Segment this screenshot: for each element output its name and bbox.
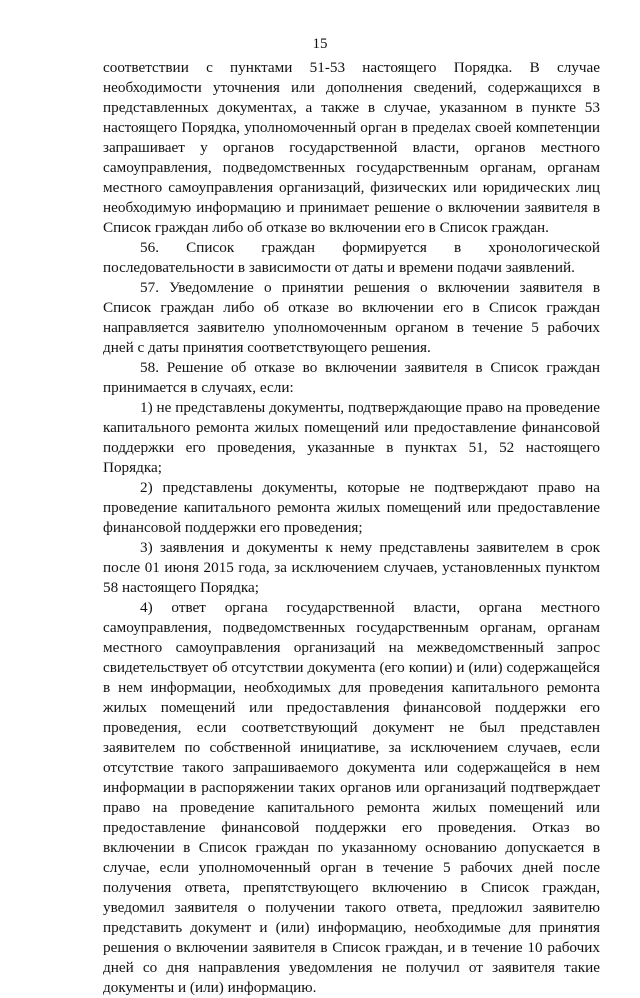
paragraph-item-58: 58. Решение об отказе во включении заявителя в Список граждан принимается в случаях, если: [103, 359, 600, 396]
subitem-2: 2) представлены документы, которые не подтверждают право на проведение капитального ремонта жилых помещений или предоставление финансовой поддержки его проведения; [103, 479, 600, 536]
document-body [103, 58, 600, 998]
subitem-4: 4) ответ органа государственной власти, органа местного самоуправления, подведомственных государственным органам, органам местного самоуправления организаций на межведомственный запрос свидетельствует об отсутствии документа (его копии) и (или) содержащейся в нем информации, необходимых для проведения капитального ремонта жилых помещений или предоставления финансовой поддержки его проведения, если соответствующий документ не был представлен заявителем по собственной инициативе, за исключением случаев, если отсутствие такого запрашиваемого документа или содержащейся в нем информации в распоряжении таких органов или организаций подтверждает право на проведение капитального ремонта жилых помещений или предоставление финансовой поддержки его проведения. Отказ во включении в Список граждан по указанному основанию допускается в случае, если уполномоченный орган в течение 5 рабочих дней после получения ответа, препятствующего включению в Список граждан, уведомил заявителя о получении такого ответа, предложил заявителю представить документ и (или) информацию, необходимые для принятия решения о включении заявителя в Список граждан, и в течение 10 рабочих дней со дня направления уведомления не получил от заявителя такие документы и (или) информацию. [103, 599, 600, 996]
subitem-3: 3) заявления и документы к нему представлены заявителем в срок после 01 июня 2015 года, за исключением случаев, установленных пунктом 58 настоящего Порядка; [103, 539, 600, 596]
paragraph-continuation: соответствии с пунктами 51-53 настоящего Порядка. В случае необходимости уточнения или дополнения сведений, содержащихся в представленных документах, а также в случае, указанном в пункте 53 настоящего Порядка, уполномоченный орган в пределах своей компетенции запрашивает у органов государственной власти, органов местного самоуправления, подведомственных государственным органам, органам местного самоуправления организаций, физических или юридических лиц необходимую информацию и принимает решение о включении заявителя в Список граждан либо об отказе во включении его в Список граждан. [103, 59, 600, 236]
paragraph-item-57: 57. Уведомление о принятии решения о включении заявителя в Список граждан либо об отказе во включении его в Список граждан направляется заявителю уполномоченным органом в течение 5 рабочих дней с даты принятия соответствующего решения. [103, 279, 600, 356]
page-number: 15 [312, 36, 328, 52]
paragraph-item-56: 56. Список граждан формируется в хронологической последовательности в зависимости от даты и времени подачи заявлений. [103, 239, 600, 276]
subitem-1: 1) не представлены документы, подтверждающие право на проведение капитального ремонта жилых помещений или предоставление финансовой поддержки его проведения, указанные в пунктах 51, 52 настоящего Порядка; [103, 399, 600, 476]
